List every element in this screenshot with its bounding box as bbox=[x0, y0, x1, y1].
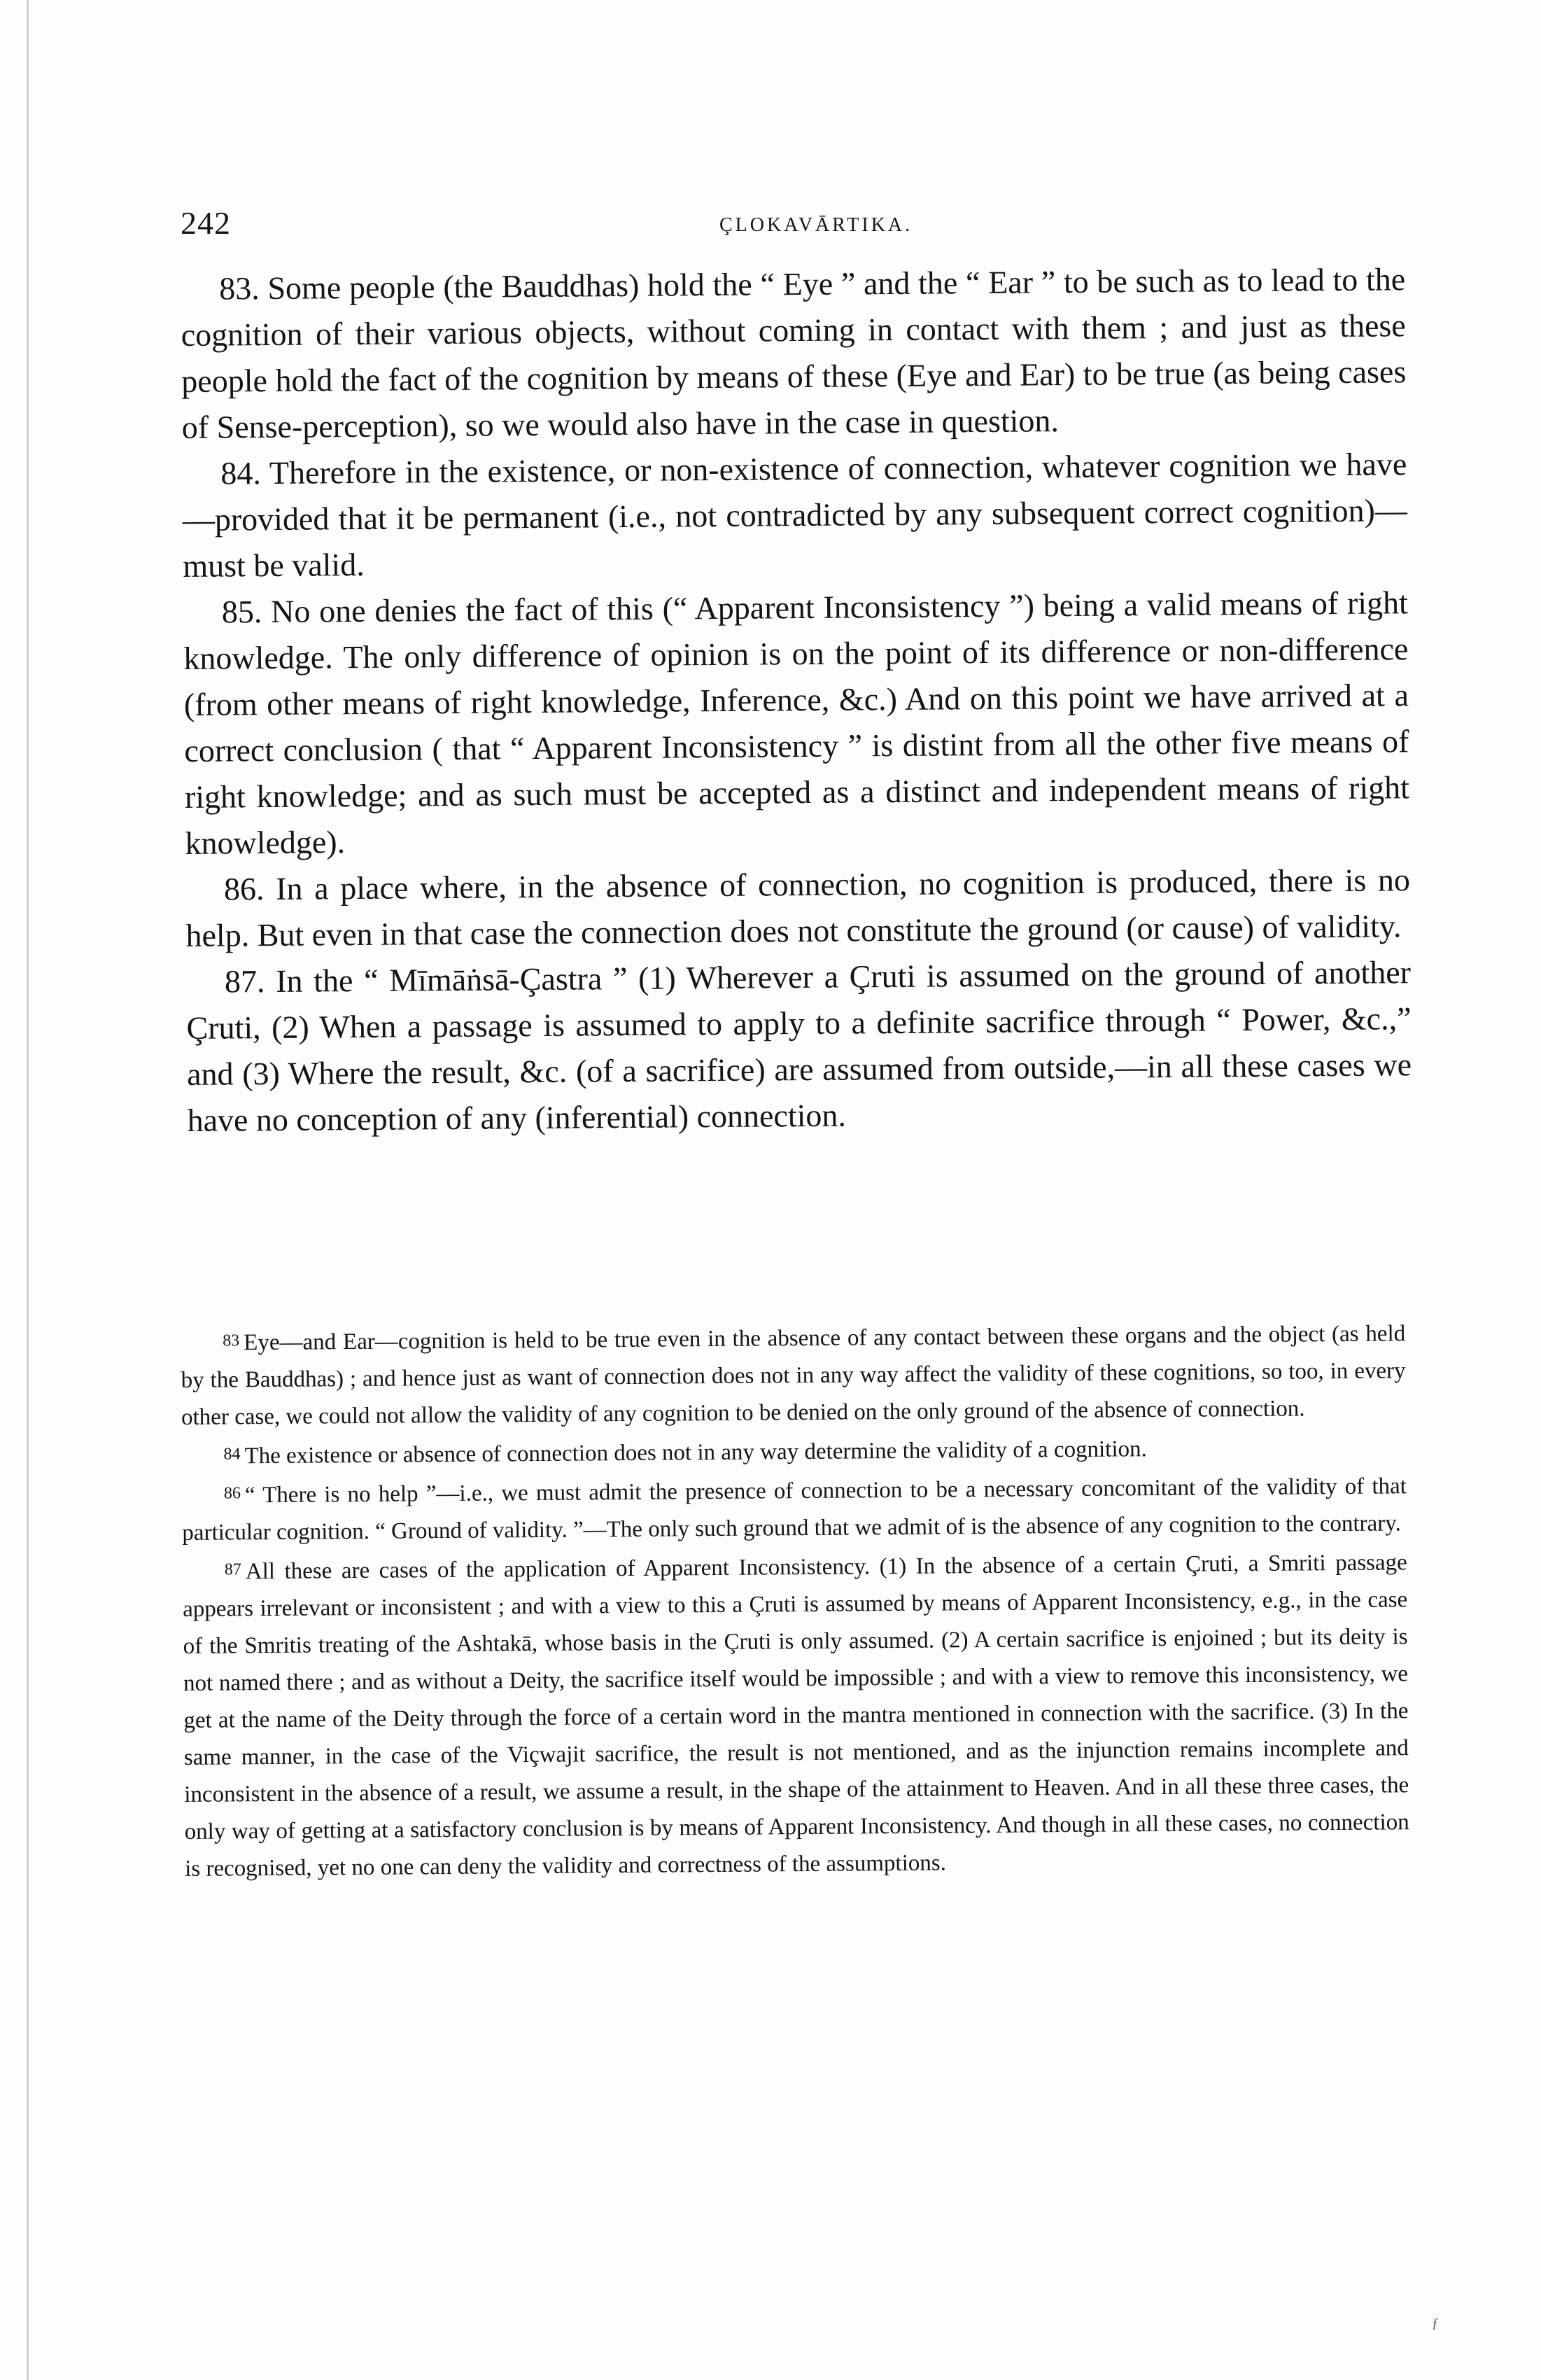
verse-86: 86. In a place where, in the absence of connection, no cognition is produced, there is no help. But even in that case the connection does not constitute the ground (or cause) of validity. bbox=[185, 862, 1411, 953]
footnote-marker: 87 bbox=[224, 1560, 241, 1579]
footnote-86 bbox=[182, 1466, 1407, 1552]
stray-mark: ƒ bbox=[1432, 2316, 1439, 2331]
footnote-87 bbox=[183, 1542, 1410, 1888]
footnote-text: The existence or absence of connection does not in any way determine the validity of a cognition. bbox=[244, 1436, 1147, 1469]
footnotes bbox=[181, 1313, 1409, 1888]
footnote-marker: 83 bbox=[223, 1331, 240, 1350]
footnote-text: Eye—and Ear—cognition is held to be true even in the absence of any contact between these organs and the object (as held by the Bauddhas) ; and hence just as want of connection does not in any way affect the validity of these cognitions, so too, in every other case, we could not allow the validity of any cognition to be denied on the only ground of the absence of connection. bbox=[181, 1321, 1406, 1430]
running-title: ÇLOKAVĀRTIKA. bbox=[719, 214, 913, 236]
footnote-text: All these are cases of the application of Apparent Inconsistency. (1) In the absence of a certain Çruti, a Smriti passage appears irrelevant or inconsistent ; and with a view to this a Çruti is assumed by means of Apparent Inconsistency, e.g., in the case of the Smritis treating of the Ashtakā, whose basis in the Çruti is only assumed. (2) A certain sacrifice is enjoined ; but its deity is not named there ; and as without a Deity, the sacrifice itself would be impossible ; and with a view to remove this inconsistency, we get at the name of the Deity through the force of a certain word in the mantra mentioned in connection with the sacrifice. (3) In the same manner, in the case of the Viçwajit sacrifice, the result is not mentioned, and as the injunction remains incomplete and inconsistent in the absence of a result, we assume a result, in the shape of the attainment to Heaven. And in all these three cases, the only way of getting at a satisfactory conclusion is by means of Apparent Inconsistency. And though in all these cases, no connection is recognised, yet no one can deny the validity and correctness of the assumptions. bbox=[183, 1550, 1409, 1882]
verse-84: 84. Therefore in the existence, or non-existence of connection, whatever cognition we have—provided that it be permanent (i.e., not contradicted by any subsequent correct cognition)—must be valid. bbox=[182, 446, 1407, 584]
footnote-marker: 86 bbox=[223, 1484, 241, 1503]
verse-87: 87. In the “ Mīmāṅsā-Çastra ” (1) Wherever a Çruti is assumed on the ground of another Çruti, (2) When a passage is assumed to apply to a definite sacrifice through “ Power, &c.,” and (3) Where the result, &c. (of a sacrifice) are assumed from outside,—in all these cases we have no conception of any (inferential) connection. bbox=[186, 954, 1412, 1138]
verse-85: 85. No one denies the fact of this (“ Apparent Inconsistency ”) being a valid means of right knowledge. The only difference of opinion is on the point of its difference or non-difference (from other means of right knowledge, Inference, &c.) And on this point we have arrived at a correct conclusion ( that “ Apparent Inconsistency ” is distint from all the other five means of right knowledge; and as such must be accepted as a distinct and independent means of right knowledge). bbox=[183, 584, 1410, 861]
footnote-marker: 84 bbox=[223, 1445, 241, 1464]
footnote-83 bbox=[181, 1313, 1406, 1436]
verse-83: 83. Some people (the Bauddhas) hold the “ Eye ” and the “ Ear ” to be such as to lead to the cognition of their various objects, without coming in contact with them ; and just as these people hold the fact of the cognition by means of these (Eye and Ear) to be true (as being cases of Sense-perception), so we would also have in the case in question. bbox=[181, 261, 1407, 445]
scan-edge-line bbox=[27, 0, 29, 2380]
page-number: 242 bbox=[181, 205, 231, 241]
page-header bbox=[181, 204, 1398, 246]
footnote-text: “ There is no help ”—i.e., we must admit the presence of connection to be a necessary concomitant of the validity of that particular cognition. “ Ground of validity. ”—The only such ground that we admit of is the absence of any cognition to the contrary. bbox=[182, 1474, 1407, 1546]
main-text bbox=[181, 256, 1412, 1144]
